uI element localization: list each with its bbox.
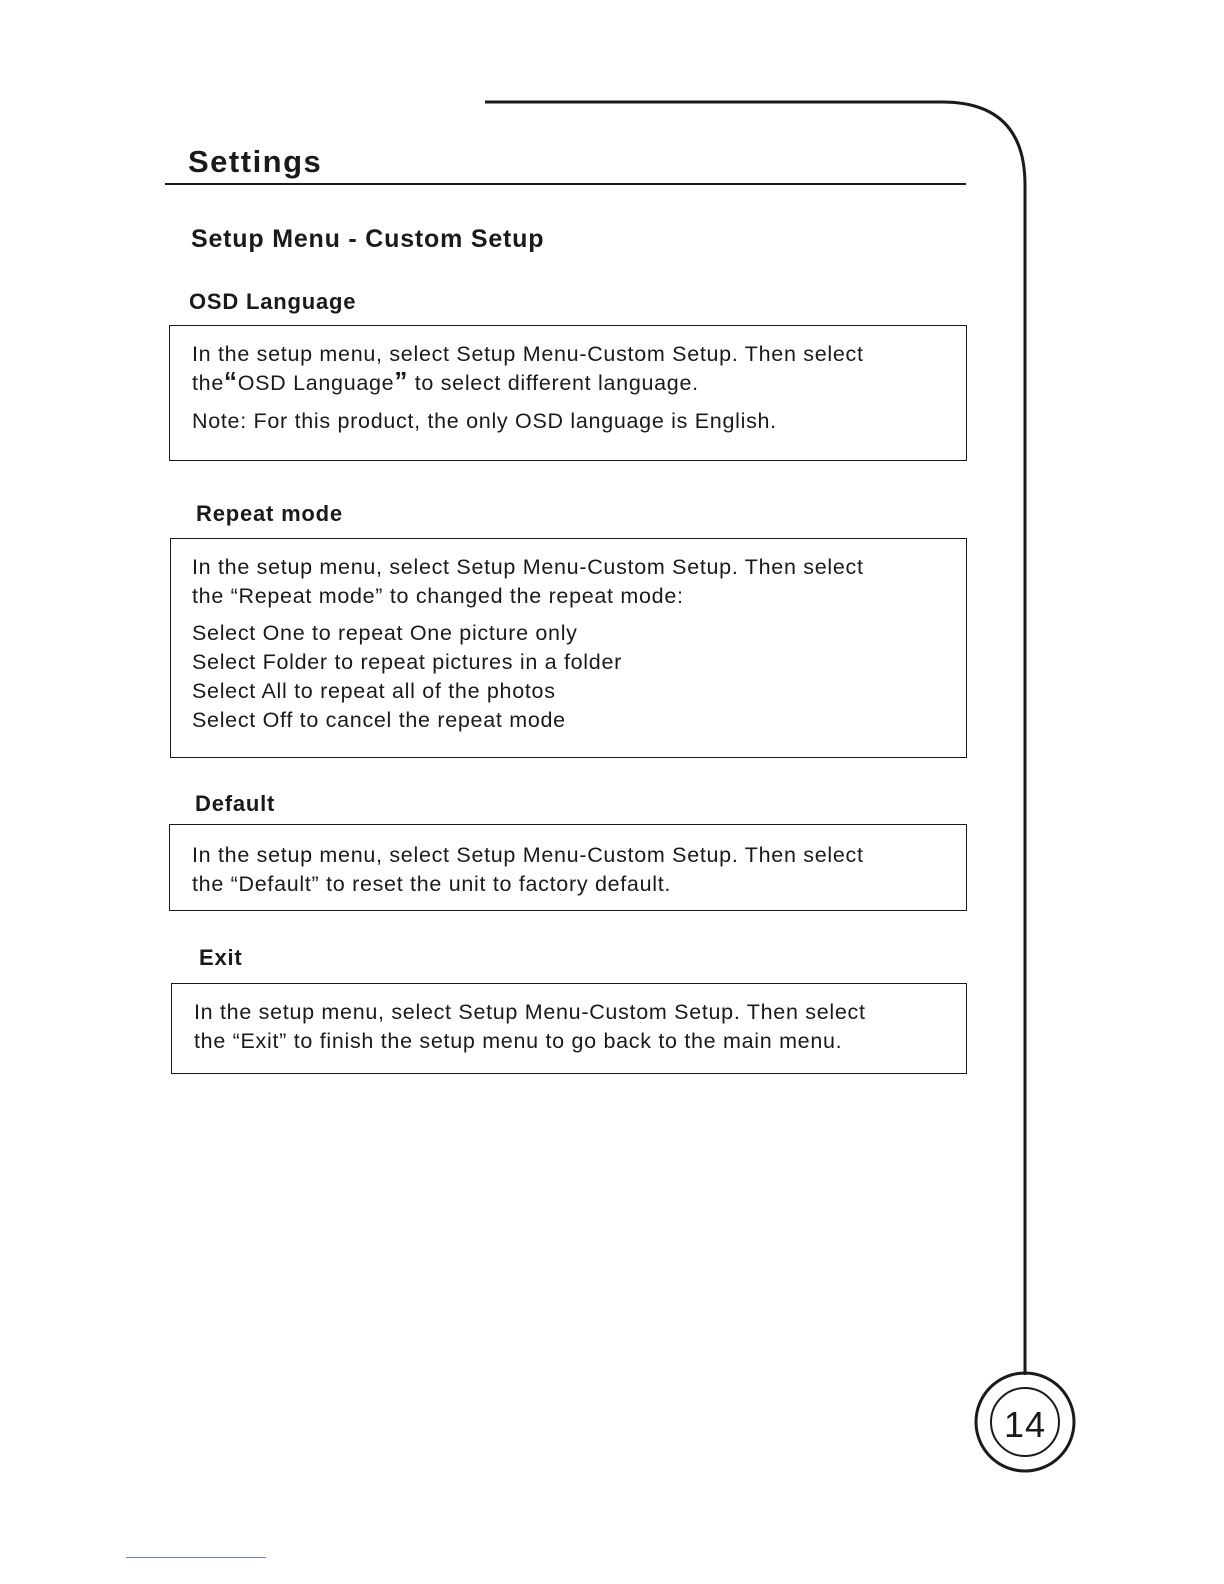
osd-open-quote: “	[224, 366, 238, 396]
page-number: 14	[1003, 1404, 1047, 1445]
osd-language-box	[169, 325, 967, 461]
repeat-line-2: the “Repeat mode” to changed the repeat mode:	[192, 584, 684, 608]
osd-close-quote: ”	[394, 366, 409, 396]
repeat-option-off: Select Off to cancel the repeat mode	[192, 708, 566, 732]
osd-language-note: Note: For this product, the only OSD language is English.	[192, 409, 777, 433]
repeat-mode-instruction	[192, 553, 946, 611]
osd-line-2-post: to select different language.	[414, 371, 699, 395]
osd-line-2	[192, 366, 946, 398]
osd-line-2-pre: the	[192, 371, 224, 395]
footer-line	[126, 1557, 266, 1558]
title-divider	[165, 183, 966, 185]
exit-box	[171, 983, 967, 1074]
default-heading: Default	[195, 791, 276, 816]
osd-language-heading: OSD Language	[189, 289, 357, 314]
repeat-option-folder: Select Folder to repeat pictures in a folder	[192, 650, 622, 674]
repeat-mode-heading: Repeat mode	[196, 501, 343, 526]
default-line-2: the “Default” to reset the unit to factory default.	[192, 872, 672, 896]
repeat-line-1: In the setup menu, select Setup Menu-Custom Setup. Then select	[192, 555, 864, 579]
default-box	[169, 824, 967, 911]
osd-language-instruction	[192, 340, 946, 398]
default-instruction	[192, 841, 946, 899]
exit-instruction	[194, 998, 946, 1056]
osd-term: OSD Language	[237, 371, 395, 395]
exit-line-1: In the setup menu, select Setup Menu-Custom Setup. Then select	[194, 1000, 866, 1024]
osd-line-1: In the setup menu, select Setup Menu-Custom Setup. Then select	[192, 342, 864, 366]
repeat-mode-options	[192, 619, 946, 735]
exit-heading: Exit	[199, 945, 243, 970]
repeat-option-one: Select One to repeat One picture only	[192, 621, 578, 645]
default-line-1: In the setup menu, select Setup Menu-Custom Setup. Then select	[192, 843, 864, 867]
page-title: Settings	[188, 144, 323, 179]
repeat-option-all: Select All to repeat all of the photos	[192, 679, 556, 703]
exit-line-2: the “Exit” to finish the setup menu to go back to the main menu.	[194, 1029, 843, 1053]
repeat-mode-box	[170, 538, 967, 758]
page-subtitle: Setup Menu - Custom Setup	[191, 225, 545, 253]
